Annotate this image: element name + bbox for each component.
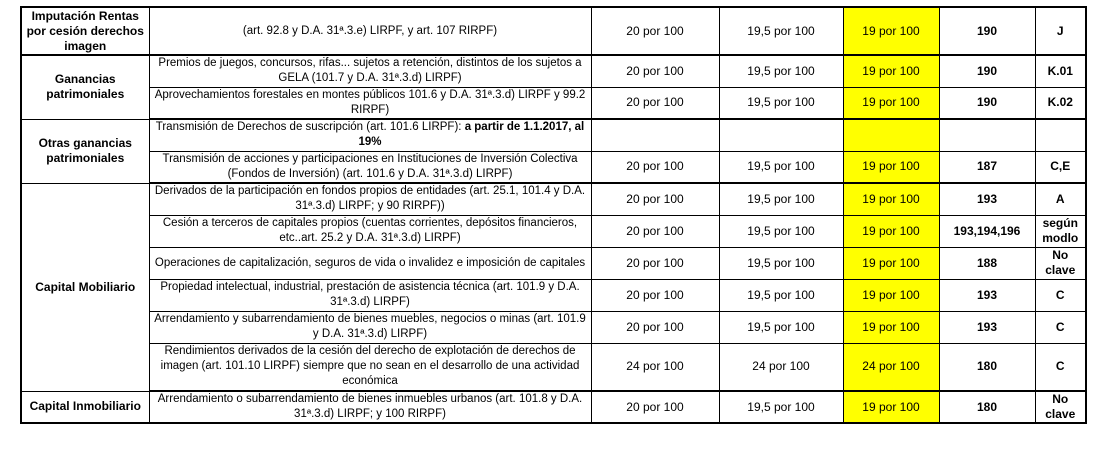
model-cell: 180 (939, 391, 1035, 423)
category-cell: Otras ganancias patrimoniales (21, 119, 149, 183)
key-cell: C (1035, 279, 1086, 311)
model-cell: 193 (939, 279, 1035, 311)
key-cell: No clave (1035, 247, 1086, 279)
table-row (21, 183, 1086, 215)
rate-highlight-cell: 19 por 100 (843, 151, 939, 183)
rate-cell: 19,5 por 100 (719, 279, 843, 311)
table-row (21, 87, 1086, 119)
description-cell: Transmisión de acciones y participaciones en Instituciones de Inversión Colectiva (Fondos de Inversión) (art. 101.6 y D.A. 31ª.3.d) LIRPF) (149, 151, 591, 183)
table-row (21, 151, 1086, 183)
model-cell: 190 (939, 7, 1035, 55)
rate-cell: 20 por 100 (591, 247, 719, 279)
key-cell: K.02 (1035, 87, 1086, 119)
rate-cell: 19,5 por 100 (719, 151, 843, 183)
table-row (21, 279, 1086, 311)
model-cell: 187 (939, 151, 1035, 183)
description-cell: Aprovechamientos forestales en montes públicos 101.6 y D.A. 31ª.3.d) LIRPF y 99.2 RIRPF) (149, 87, 591, 119)
category-cell: Capital Inmobiliario (21, 391, 149, 423)
rate-highlight-cell: 19 por 100 (843, 183, 939, 215)
description-cell: Cesión a terceros de capitales propios (cuentas corrientes, depósitos financieros, etc..art. 25.2 y D.A. 31ª.3.d) LIRPF) (149, 215, 591, 247)
table-row (21, 55, 1086, 87)
description-cell: Premios de juegos, concursos, rifas... sujetos a retención, distintos de los sujetos a GELA (101.7 y D.A. 31ª.3.d) LIRPF) (149, 55, 591, 87)
table-row (21, 311, 1086, 343)
rate-cell: 20 por 100 (591, 183, 719, 215)
rate-cell: 19,5 por 100 (719, 55, 843, 87)
rate-highlight-cell: 19 por 100 (843, 87, 939, 119)
rate-cell: 24 por 100 (591, 343, 719, 391)
table-row (21, 7, 1086, 55)
key-cell: K.01 (1035, 55, 1086, 87)
table-row (21, 343, 1086, 391)
rate-cell: 19,5 por 100 (719, 87, 843, 119)
category-cell: Imputación Rentas por cesión derechos imagen (21, 7, 149, 55)
description-cell: Propiedad intelectual, industrial, prestación de asistencia técnica (art. 101.9 y D.A. 31ª.3.d) LIRPF) (149, 279, 591, 311)
table-row (21, 247, 1086, 279)
rate-cell: 20 por 100 (591, 215, 719, 247)
rate-highlight-cell: 19 por 100 (843, 247, 939, 279)
key-cell (1035, 119, 1086, 151)
model-cell: 193 (939, 183, 1035, 215)
rate-highlight-cell: 19 por 100 (843, 311, 939, 343)
rate-cell: 19,5 por 100 (719, 215, 843, 247)
table-row (21, 119, 1086, 151)
rate-cell (591, 119, 719, 151)
model-cell: 188 (939, 247, 1035, 279)
rate-highlight-cell (843, 119, 939, 151)
rate-cell: 19,5 por 100 (719, 7, 843, 55)
rate-highlight-cell: 19 por 100 (843, 279, 939, 311)
model-cell: 193 (939, 311, 1035, 343)
rate-cell: 20 por 100 (591, 279, 719, 311)
rate-highlight-cell: 19 por 100 (843, 55, 939, 87)
model-cell: 190 (939, 87, 1035, 119)
rate-highlight-cell: 19 por 100 (843, 215, 939, 247)
rate-cell: 19,5 por 100 (719, 247, 843, 279)
model-cell: 193,194,196 (939, 215, 1035, 247)
model-cell: 180 (939, 343, 1035, 391)
model-cell (939, 119, 1035, 151)
key-cell: J (1035, 7, 1086, 55)
description-cell: Arrendamiento y subarrendamiento de bienes muebles, negocios o minas (art. 101.9 y D.A. 31ª.3.d) LIRPF) (149, 311, 591, 343)
description-cell: Arrendamiento o subarrendamiento de bienes inmuebles urbanos (art. 101.8 y D.A. 31ª.3.d) LIRPF; y 100 RIRPF) (149, 391, 591, 423)
key-cell: C (1035, 343, 1086, 391)
key-cell: C (1035, 311, 1086, 343)
rate-cell (719, 119, 843, 151)
rate-cell: 24 por 100 (719, 343, 843, 391)
description-cell: Derivados de la participación en fondos propios de entidades (art. 25.1, 101.4 y D.A. 31ª.3.d) LIRPF; y 90 RIRPF)) (149, 183, 591, 215)
key-cell: No clave (1035, 391, 1086, 423)
rate-highlight-cell: 19 por 100 (843, 391, 939, 423)
description-cell: Rendimientos derivados de la cesión del derecho de explotación de derechos de imagen (art. 101.10 LIRPF) siempre que no sean en el desarrollo de una actividad económica (149, 343, 591, 391)
table-row (21, 215, 1086, 247)
rate-highlight-cell: 24 por 100 (843, 343, 939, 391)
rate-cell: 20 por 100 (591, 7, 719, 55)
description-cell (149, 119, 591, 151)
model-cell: 190 (939, 55, 1035, 87)
rate-cell: 20 por 100 (591, 391, 719, 423)
category-cell: Capital Mobiliario (21, 183, 149, 391)
rate-cell: 19,5 por 100 (719, 183, 843, 215)
description-bold-text: a partir de 1.1.2017, al 19% (358, 121, 585, 149)
category-cell: Ganancias patrimoniales (21, 55, 149, 119)
rate-cell: 20 por 100 (591, 87, 719, 119)
rate-highlight-cell: 19 por 100 (843, 7, 939, 55)
table-row (21, 391, 1086, 423)
key-cell: A (1035, 183, 1086, 215)
description-cell: Operaciones de capitalización, seguros de vida o invalidez e imposición de capitales (149, 247, 591, 279)
key-cell: C,E (1035, 151, 1086, 183)
description-cell: (art. 92.8 y D.A. 31ª.3.e) LIRPF, y art. 107 RIRPF) (149, 7, 591, 55)
rate-cell: 19,5 por 100 (719, 391, 843, 423)
rate-cell: 20 por 100 (591, 311, 719, 343)
withholding-rates-table (20, 6, 1087, 424)
rate-cell: 20 por 100 (591, 55, 719, 87)
description-text: Transmisión de Derechos de suscripción (art. 101.6 LIRPF): (155, 121, 462, 134)
rate-cell: 20 por 100 (591, 151, 719, 183)
key-cell: según modlo (1035, 215, 1086, 247)
rate-cell: 19,5 por 100 (719, 311, 843, 343)
